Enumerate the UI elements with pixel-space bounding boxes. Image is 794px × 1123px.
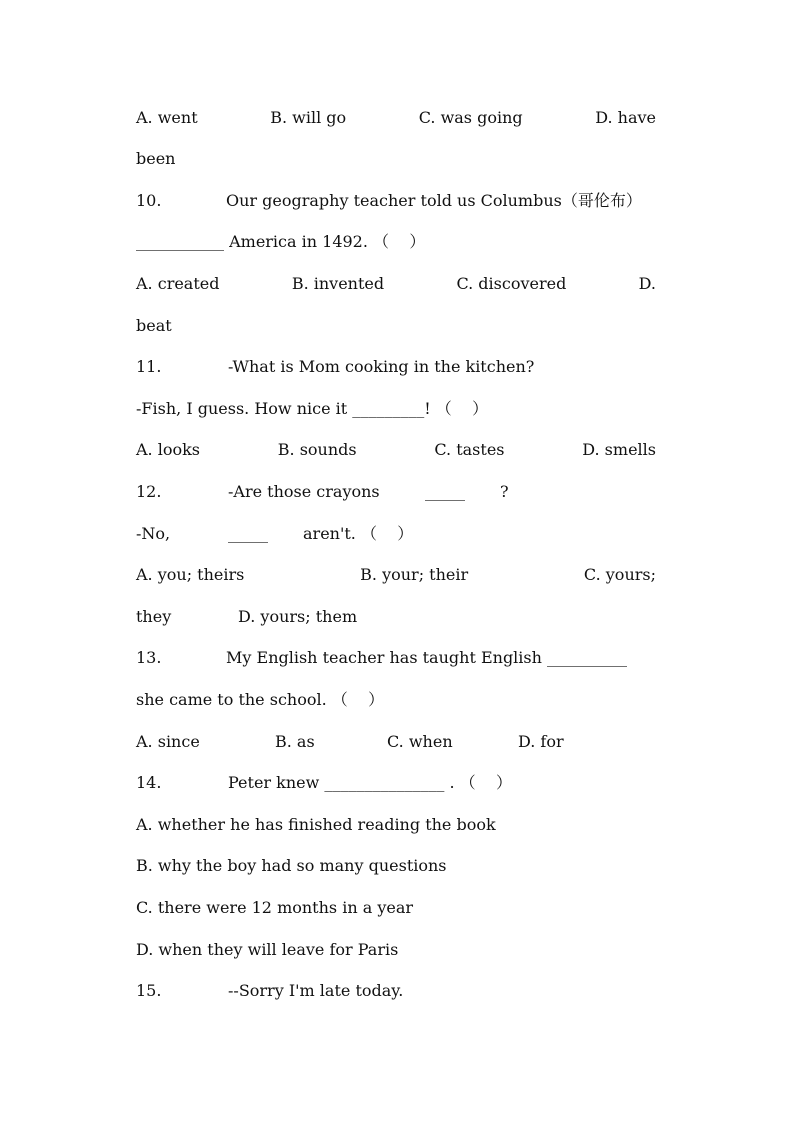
- q15-stem: --Sorry I'm late today.: [228, 981, 404, 1000]
- q11-option-b: B. sounds: [277, 440, 357, 459]
- q12-option-d: D. yours; them: [238, 607, 358, 626]
- q12-answer-suffix: aren't. （ ）: [303, 524, 414, 543]
- q13-stem-line: [136, 648, 656, 668]
- q13-stem: My English teacher has taught English __________: [226, 648, 628, 667]
- q10-options: [136, 274, 656, 294]
- q14-option-c: C. there were 12 months in a year: [136, 898, 414, 917]
- q10-stem-line: [136, 191, 656, 211]
- q14-option-d: D. when they will leave for Paris: [136, 940, 399, 959]
- q12-option-a: A. you; theirs: [136, 565, 245, 584]
- q13-option-b: B. as: [275, 732, 315, 751]
- q11-option-d: D. smells: [582, 440, 656, 459]
- q10-option-c: C. discovered: [456, 274, 567, 293]
- q9-option-d-wrap: been: [136, 149, 176, 168]
- q12-stem-line: [136, 482, 656, 502]
- q12-answer-prefix: -No,: [136, 524, 171, 543]
- q13-option-c: C. when: [387, 732, 453, 751]
- q9-option-d: D. have: [595, 108, 656, 127]
- q14-stem: Peter knew _______________ . （ ）: [228, 773, 513, 792]
- q13-option-a: A. since: [136, 732, 200, 751]
- q14-option-b: B. why the boy had so many questions: [136, 856, 447, 875]
- q11-stem-line: [136, 357, 656, 377]
- q11-options: [136, 440, 656, 460]
- q10-option-d-wrap: beat: [136, 316, 172, 335]
- q11-stem: -What is Mom cooking in the kitchen?: [228, 357, 535, 376]
- q9-options: [136, 108, 656, 128]
- q11-number: 11.: [136, 357, 162, 376]
- q13-option-d: D. for: [518, 732, 564, 751]
- q10-option-d: D.: [638, 274, 656, 293]
- q12-options-wrap: [136, 607, 656, 627]
- q12-blank-2: _____: [228, 524, 268, 543]
- q10-number: 10.: [136, 191, 162, 210]
- q9-option-c: C. was going: [418, 108, 523, 127]
- q11-option-a: A. looks: [136, 440, 201, 459]
- q14-number: 14.: [136, 773, 162, 792]
- q10-stem: Our geography teacher told us Columbus（哥伦布）: [226, 191, 642, 210]
- q12-stem: -Are those crayons: [228, 482, 380, 501]
- q11-stem-line-2: -Fish, I guess. How nice it _________! （ ）: [136, 399, 489, 418]
- q12-option-b: B. your; their: [360, 565, 469, 584]
- q15-stem-line: [136, 981, 656, 1001]
- q12-question-mark: ?: [500, 482, 509, 501]
- q12-number: 12.: [136, 482, 162, 501]
- q9-option-a: A. went: [136, 108, 198, 127]
- q13-number: 13.: [136, 648, 162, 667]
- q12-option-c: C. yours;: [583, 565, 656, 584]
- q13-stem-line-2: she came to the school. （ ）: [136, 690, 385, 709]
- q10-option-b: B. invented: [291, 274, 385, 293]
- q10-stem-line-2: ___________ America in 1492. （ ）: [136, 232, 426, 251]
- q15-number: 15.: [136, 981, 162, 1000]
- q9-option-b: B. will go: [270, 108, 347, 127]
- q12-blank-1: _____: [425, 482, 465, 501]
- q14-stem-line: [136, 773, 656, 793]
- q13-options: [136, 732, 656, 752]
- q14-option-a: A. whether he has finished reading the book: [136, 815, 496, 834]
- q12-stem-line-2: [136, 524, 656, 544]
- q12-option-c-wrap: they: [136, 607, 172, 626]
- q11-option-c: C. tastes: [434, 440, 505, 459]
- q10-option-a: A. created: [136, 274, 220, 293]
- q12-options: [136, 565, 656, 585]
